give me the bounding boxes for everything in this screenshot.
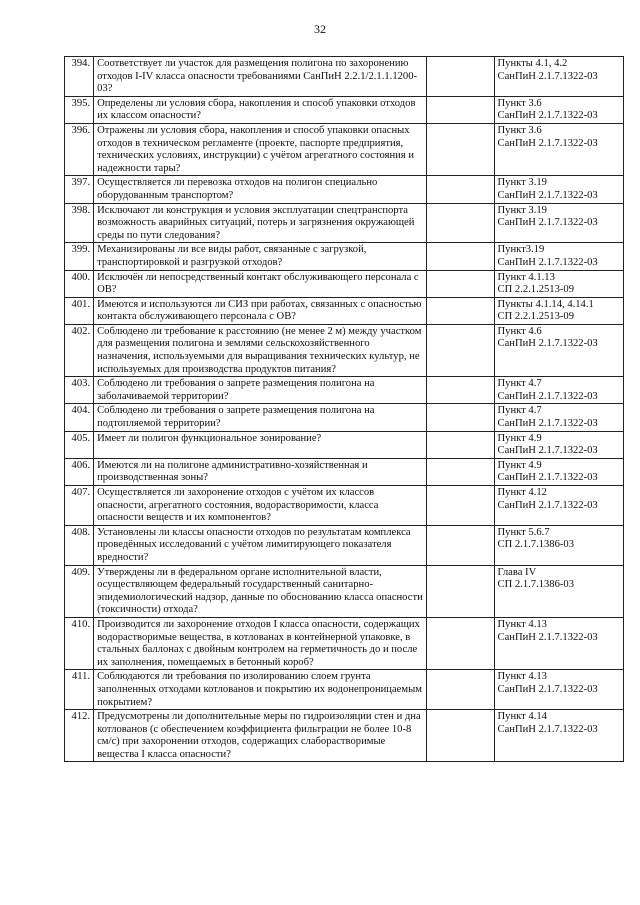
row-reference (494, 123, 623, 175)
reference-document: СанПиН 2.1.7.1322-03 (497, 217, 598, 229)
reference-clause: Пункт 3.6 (497, 124, 542, 136)
row-answer-cell (427, 525, 494, 565)
reference-clause: Пункт 4.13 (497, 618, 547, 630)
row-reference (494, 243, 623, 270)
row-answer-cell (427, 96, 494, 123)
row-reference (494, 57, 623, 97)
reference-document: СанПиН 2.1.7.1322-03 (497, 256, 598, 268)
row-number: 395. (65, 96, 94, 123)
row-number: 408. (65, 525, 94, 565)
reference-clause: Пункт 4.9 (497, 459, 542, 471)
reference-clause: Пункт 3.19 (497, 177, 547, 189)
reference-document: СанПиН 2.1.7.1322-03 (497, 472, 598, 484)
row-question: Соблюдаются ли требования по изолированию слоем грунта заполненных отходами котлованов и покрытию их водонепроницаемым покрытием? (94, 670, 427, 710)
table-row (65, 710, 624, 762)
page-number: 32 (314, 22, 326, 36)
row-answer-cell (427, 123, 494, 175)
row-reference (494, 710, 623, 762)
row-answer-cell (427, 458, 494, 485)
reference-clause: Пункт 3.19 (497, 204, 547, 216)
row-reference (494, 176, 623, 203)
reference-document: СанПиН 2.1.7.1322-03 (497, 723, 598, 735)
row-question: Соответствует ли участок для размещения полигона по захоронению отходов I-IV класса опасности требованиями СанПиН 2.2.1/2.1.1.1200-03? (94, 57, 427, 97)
table-row (65, 670, 624, 710)
row-answer-cell (427, 710, 494, 762)
reference-document: СанПиН 2.1.7.1322-03 (497, 445, 598, 457)
reference-document: СанПиН 2.1.7.1322-03 (497, 499, 598, 511)
row-number: 396. (65, 123, 94, 175)
table-row (65, 176, 624, 203)
table-row (65, 617, 624, 669)
row-question: Соблюдено ли требование к расстоянию (не менее 2 м) между участком для размещения полигона и землями сельскохозяйственного назначения, используемыми для выращивания технических культур, не используемых для производства продуктов питания? (94, 324, 427, 376)
row-number: 405. (65, 431, 94, 458)
reference-document: СанПиН 2.1.7.1322-03 (497, 683, 598, 695)
row-answer-cell (427, 486, 494, 526)
row-reference (494, 565, 623, 617)
row-question: Производится ли захоронение отходов I класса опасности, содержащих водорастворимые вещества, в котлованах в контейнерной упаковке, в стальных баллонах с двойным контролем на герметичность до и после их заполнения, помещаемых в бетонный короб? (94, 617, 427, 669)
row-answer-cell (427, 670, 494, 710)
row-number: 398. (65, 203, 94, 243)
reference-document: СанПиН 2.1.7.1322-03 (497, 338, 598, 350)
row-question: Предусмотрены ли дополнительные меры по гидроизоляции стен и дна котлованов (с обеспечением коэффициента фильтрации не более 10-8 см/с) при захоронении отходов, содержащих слаборастворимые вещества I класса опасности? (94, 710, 427, 762)
row-number: 403. (65, 377, 94, 404)
reference-document: СанПиН 2.1.7.1322-03 (497, 631, 598, 643)
table-row (65, 243, 624, 270)
reference-clause: Пункты 4.1, 4.2 (497, 58, 568, 69)
row-answer-cell (427, 377, 494, 404)
row-reference (494, 617, 623, 669)
row-reference (494, 670, 623, 710)
row-reference (494, 404, 623, 431)
reference-document: СП 2.2.1.2513-09 (497, 311, 575, 323)
row-question: Осуществляется ли захоронение отходов с учётом их классов опасности, агрегатного состояния, водорастворимости, класса опасности веществ и их компонентов? (94, 486, 427, 526)
table-row (65, 123, 624, 175)
reference-clause: Пункт 4.14 (497, 711, 547, 723)
reference-document: СанПиН 2.1.7.1322-03 (497, 189, 598, 201)
table-row (65, 297, 624, 324)
row-number: 394. (65, 57, 94, 97)
checklist-body (65, 57, 624, 762)
row-answer-cell (427, 243, 494, 270)
row-reference (494, 270, 623, 297)
row-answer-cell (427, 57, 494, 97)
row-question: Утверждены ли в федеральном органе исполнительной власти, осуществляющем федеральный государственный санитарно-эпидемиологический надзор, данные по обоснованию класса опасности (токсичности) отхода? (94, 565, 427, 617)
row-answer-cell (427, 617, 494, 669)
reference-document: СанПиН 2.1.7.1322-03 (497, 390, 598, 402)
reference-clause: Пункт 4.1.13 (497, 271, 555, 283)
reference-document: СанПиН 2.1.7.1322-03 (497, 70, 598, 82)
row-answer-cell (427, 203, 494, 243)
row-question: Определены ли условия сбора, накопления и способ упаковки отходов их классом опасности? (94, 96, 427, 123)
reference-clause: Пункты 4.1.14, 4.14.1 (497, 298, 594, 310)
row-question: Соблюдено ли требования о запрете размещения полигона на заболачиваемой территории? (94, 377, 427, 404)
reference-document: СанПиН 2.1.7.1322-03 (497, 137, 598, 149)
row-reference (494, 96, 623, 123)
reference-clause: Пункт 4.7 (497, 405, 542, 417)
reference-clause: Пункт 4.12 (497, 487, 547, 498)
reference-document: СанПиН 2.1.7.1322-03 (497, 418, 598, 430)
reference-clause: Пункт 3.6 (497, 97, 542, 109)
table-row (65, 458, 624, 485)
row-answer-cell (427, 324, 494, 376)
row-number: 404. (65, 404, 94, 431)
row-answer-cell (427, 297, 494, 324)
row-question: Осуществляется ли перевозка отходов на полигон специально оборудованным транспортом? (94, 176, 427, 203)
row-answer-cell (427, 176, 494, 203)
row-reference (494, 431, 623, 458)
reference-document: СП 2.2.1.2513-09 (497, 284, 575, 296)
row-question: Соблюдено ли требования о запрете размещения полигона на подтопляемой территории? (94, 404, 427, 431)
table-row (65, 565, 624, 617)
table-row (65, 203, 624, 243)
row-question: Исключён ли непосредственный контакт обслуживающего персонала с ОВ? (94, 270, 427, 297)
table-row (65, 525, 624, 565)
table-row (65, 404, 624, 431)
table-row (65, 431, 624, 458)
row-number: 406. (65, 458, 94, 485)
row-number: 397. (65, 176, 94, 203)
row-number: 399. (65, 243, 94, 270)
row-reference (494, 324, 623, 376)
row-number: 411. (65, 670, 94, 710)
table-row (65, 377, 624, 404)
checklist-table (64, 56, 624, 762)
reference-document: СанПиН 2.1.7.1322-03 (497, 110, 598, 122)
table-row (65, 324, 624, 376)
row-reference (494, 377, 623, 404)
row-question: Отражены ли условия сбора, накопления и способ упаковки опасных отходов в техническом регламенте (проекте, паспорте предприятия, технических условиях, инструкции) с учётом агрегатного состояния и надежности тары? (94, 123, 427, 175)
row-question: Механизированы ли все виды работ, связанные с загрузкой, транспортировкой и разгрузкой отходов? (94, 243, 427, 270)
row-number: 410. (65, 617, 94, 669)
reference-clause: Пункт3.19 (497, 244, 545, 256)
row-number: 412. (65, 710, 94, 762)
row-reference (494, 525, 623, 565)
row-question: Установлены ли классы опасности отходов по результатам комплекса проведённых исследований с учётом лимитирующего показателя вредности? (94, 525, 427, 565)
row-number: 409. (65, 565, 94, 617)
row-question: Исключают ли конструкция и условия эксплуатации спецтранспорта возможность аварийных ситуаций, потерь и загрязнения окружающей среды по пути следования? (94, 203, 427, 243)
reference-clause: Пункт 5.6.7 (497, 526, 550, 538)
row-answer-cell (427, 404, 494, 431)
row-question: Имеет ли полигон функциональное зонирование? (94, 431, 427, 458)
reference-clause: Пункт 4.9 (497, 432, 542, 444)
reference-clause: Глава IV (497, 566, 537, 578)
table-row (65, 270, 624, 297)
row-answer-cell (427, 270, 494, 297)
row-question: Имеются и используются ли СИЗ при работах, связанных с опасностью контакта обслуживающего персонала с ОВ? (94, 297, 427, 324)
row-reference (494, 486, 623, 526)
table-row (65, 96, 624, 123)
table-row (65, 486, 624, 526)
row-answer-cell (427, 565, 494, 617)
table-row (65, 57, 624, 97)
reference-document: СП 2.1.7.1386-03 (497, 579, 575, 591)
reference-document: СП 2.1.7.1386-03 (497, 539, 575, 551)
reference-clause: Пункт 4.13 (497, 671, 547, 683)
reference-clause: Пункт 4.7 (497, 378, 542, 390)
row-question: Имеются ли на полигоне административно-хозяйственная и производственная зоны? (94, 458, 427, 485)
row-number: 402. (65, 324, 94, 376)
row-reference (494, 458, 623, 485)
reference-clause: Пункт 4.6 (497, 325, 542, 337)
row-reference (494, 297, 623, 324)
row-number: 401. (65, 297, 94, 324)
row-number: 407. (65, 486, 94, 526)
row-number: 400. (65, 270, 94, 297)
row-reference (494, 203, 623, 243)
row-answer-cell (427, 431, 494, 458)
